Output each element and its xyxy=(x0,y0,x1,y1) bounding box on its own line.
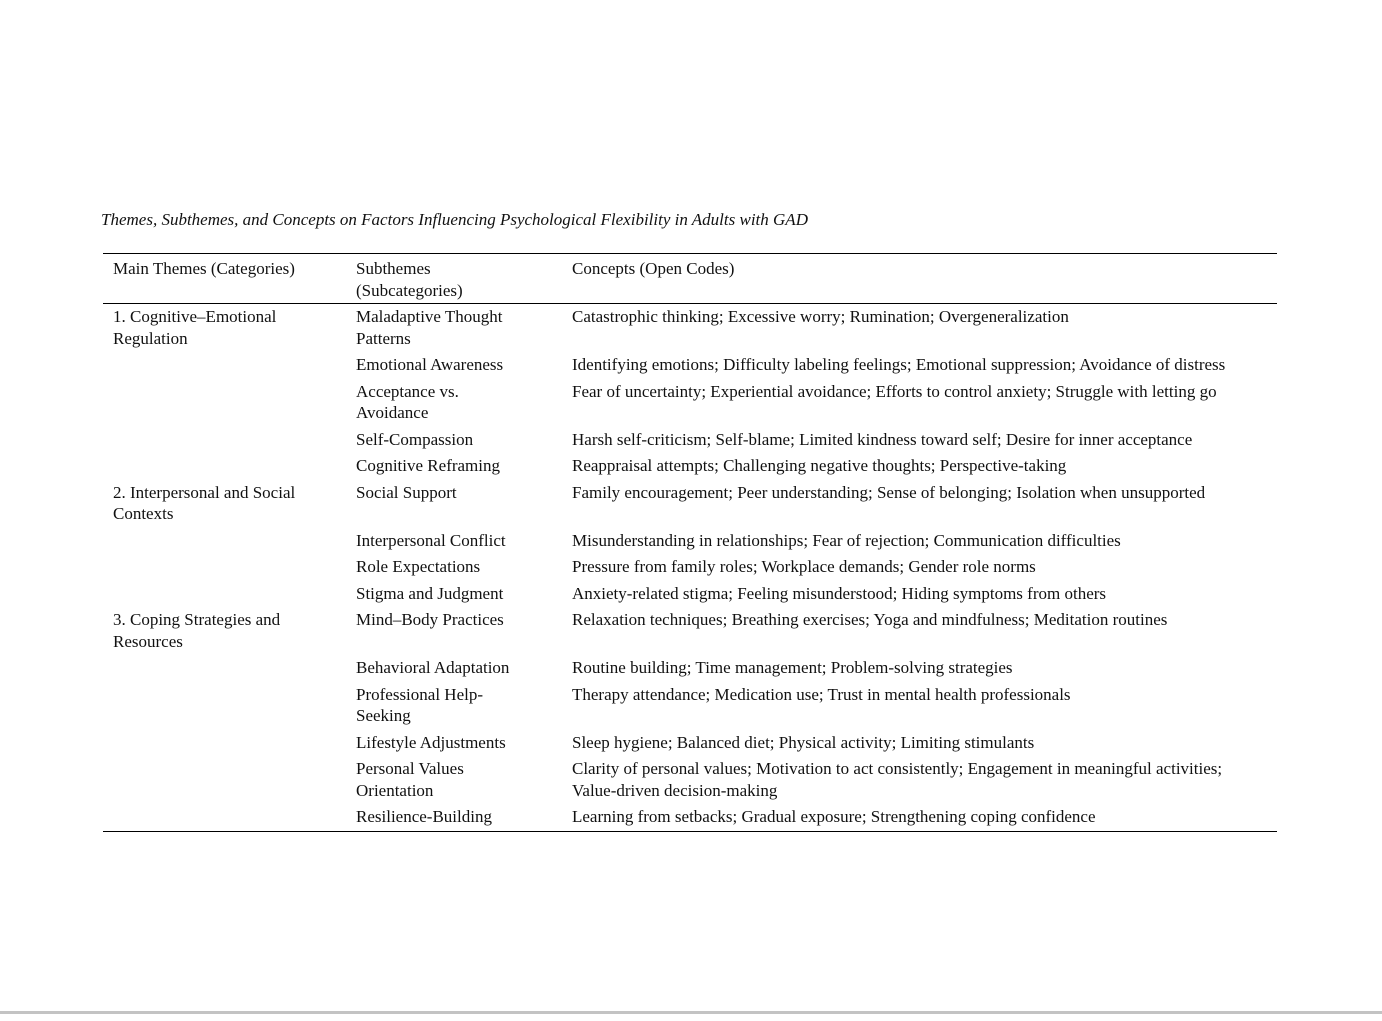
table-row xyxy=(103,379,1277,427)
concepts-cell: Learning from setbacks; Gradual exposure; Strengthening coping confidence xyxy=(572,807,1096,826)
concepts-cell: Harsh self-criticism; Self-blame; Limited kindness toward self; Desire for inner acceptance xyxy=(572,429,1193,449)
table-row xyxy=(103,352,1277,379)
theme-cell xyxy=(103,427,346,454)
page-edge-line xyxy=(0,1011,1382,1014)
table-row xyxy=(103,304,1277,353)
table-body xyxy=(103,304,1277,832)
subtheme-cell: Behavioral Adaptation xyxy=(356,658,510,677)
table-title: Themes, Subthemes, and Concepts on Factors Influencing Psychological Flexibility in Adults with GAD xyxy=(101,210,808,229)
theme-cell xyxy=(103,352,346,379)
concepts-cell: Pressure from family roles; Workplace demands; Gender role norms xyxy=(572,557,1036,576)
subtheme-cell: Stigma and Judgment xyxy=(356,583,504,603)
table-row xyxy=(103,453,1277,480)
subtheme-cell: Lifestyle Adjustments xyxy=(356,732,506,752)
column-header-subthemes xyxy=(346,254,562,304)
column-header-label-line2: (Subcategories) xyxy=(356,280,463,300)
table-row xyxy=(103,730,1277,757)
concepts-cell: Relaxation techniques; Breathing exercises; Yoga and mindfulness; Meditation routines xyxy=(572,610,1168,629)
subtheme-cell: Self-Compassion xyxy=(356,429,474,449)
subtheme-cell: Mind–Body Practices xyxy=(356,610,504,629)
subtheme-cell: Role Expectations xyxy=(356,557,481,576)
theme-cell xyxy=(103,655,346,682)
table-header-row xyxy=(103,254,1277,304)
table-row xyxy=(103,607,1277,655)
table-row xyxy=(103,655,1277,682)
subtheme-cell: Emotional Awareness xyxy=(356,355,504,374)
concepts-cell: Family encouragement; Peer understanding; Sense of belonging; Isolation when unsupported xyxy=(572,482,1206,502)
column-header-label: Concepts (Open Codes) xyxy=(572,259,735,278)
theme-cell xyxy=(103,756,346,804)
table-row xyxy=(103,804,1277,831)
table-row xyxy=(103,581,1277,608)
table-row xyxy=(103,682,1277,730)
concepts-cell: Therapy attendance; Medication use; Trust in mental health professionals xyxy=(572,684,1071,704)
concepts-cell: Catastrophic thinking; Excessive worry; Rumination; Overgeneralization xyxy=(572,307,1069,326)
subtheme-cell: Interpersonal Conflict xyxy=(356,530,506,550)
subtheme-cell: Personal Values Orientation xyxy=(356,759,464,800)
table-row xyxy=(103,427,1277,454)
subtheme-cell: Maladaptive Thought Patterns xyxy=(356,307,503,348)
subtheme-cell: Professional Help-Seeking xyxy=(356,684,484,725)
table-row xyxy=(103,528,1277,555)
theme-cell: 3. Coping Strategies and Resources xyxy=(113,610,281,651)
table-row xyxy=(103,554,1277,581)
column-header-label: Subthemes xyxy=(356,259,431,278)
column-header-main-themes xyxy=(103,254,346,304)
table-row xyxy=(103,756,1277,804)
subtheme-cell: Acceptance vs. Avoidance xyxy=(356,381,459,422)
theme-cell xyxy=(103,804,346,831)
subtheme-cell: Resilience-Building xyxy=(356,807,492,826)
concepts-cell: Clarity of personal values; Motivation to act consistently; Engagement in meaningful activities; Value-driven decision-making xyxy=(572,759,1223,800)
theme-cell xyxy=(103,379,346,427)
theme-cell: 1. Cognitive–Emotional Regulation xyxy=(113,307,277,348)
concepts-cell: Identifying emotions; Difficulty labeling feelings; Emotional suppression; Avoidance of distress xyxy=(572,355,1226,374)
concepts-cell: Routine building; Time management; Problem-solving strategies xyxy=(572,658,1013,677)
concepts-cell: Anxiety-related stigma; Feeling misunderstood; Hiding symptoms from others xyxy=(572,583,1107,603)
theme-cell: 2. Interpersonal and Social Contexts xyxy=(113,482,296,523)
theme-cell xyxy=(103,682,346,730)
subtheme-cell: Social Support xyxy=(356,482,457,502)
column-header-concepts xyxy=(562,254,1277,304)
theme-cell xyxy=(103,730,346,757)
concepts-cell: Reappraisal attempts; Challenging negative thoughts; Perspective-taking xyxy=(572,456,1067,475)
theme-cell xyxy=(103,581,346,608)
themes-table xyxy=(103,253,1277,832)
subtheme-cell: Cognitive Reframing xyxy=(356,456,501,475)
concepts-cell: Misunderstanding in relationships; Fear of rejection; Communication difficulties xyxy=(572,530,1121,550)
concepts-cell: Sleep hygiene; Balanced diet; Physical activity; Limiting stimulants xyxy=(572,732,1035,752)
theme-cell xyxy=(103,528,346,555)
concepts-cell: Fear of uncertainty; Experiential avoidance; Efforts to control anxiety; Struggle with letting go xyxy=(572,381,1217,401)
column-header-label: Main Themes (Categories) xyxy=(113,259,295,278)
table-row xyxy=(103,480,1277,528)
theme-cell xyxy=(103,453,346,480)
theme-cell xyxy=(103,554,346,581)
